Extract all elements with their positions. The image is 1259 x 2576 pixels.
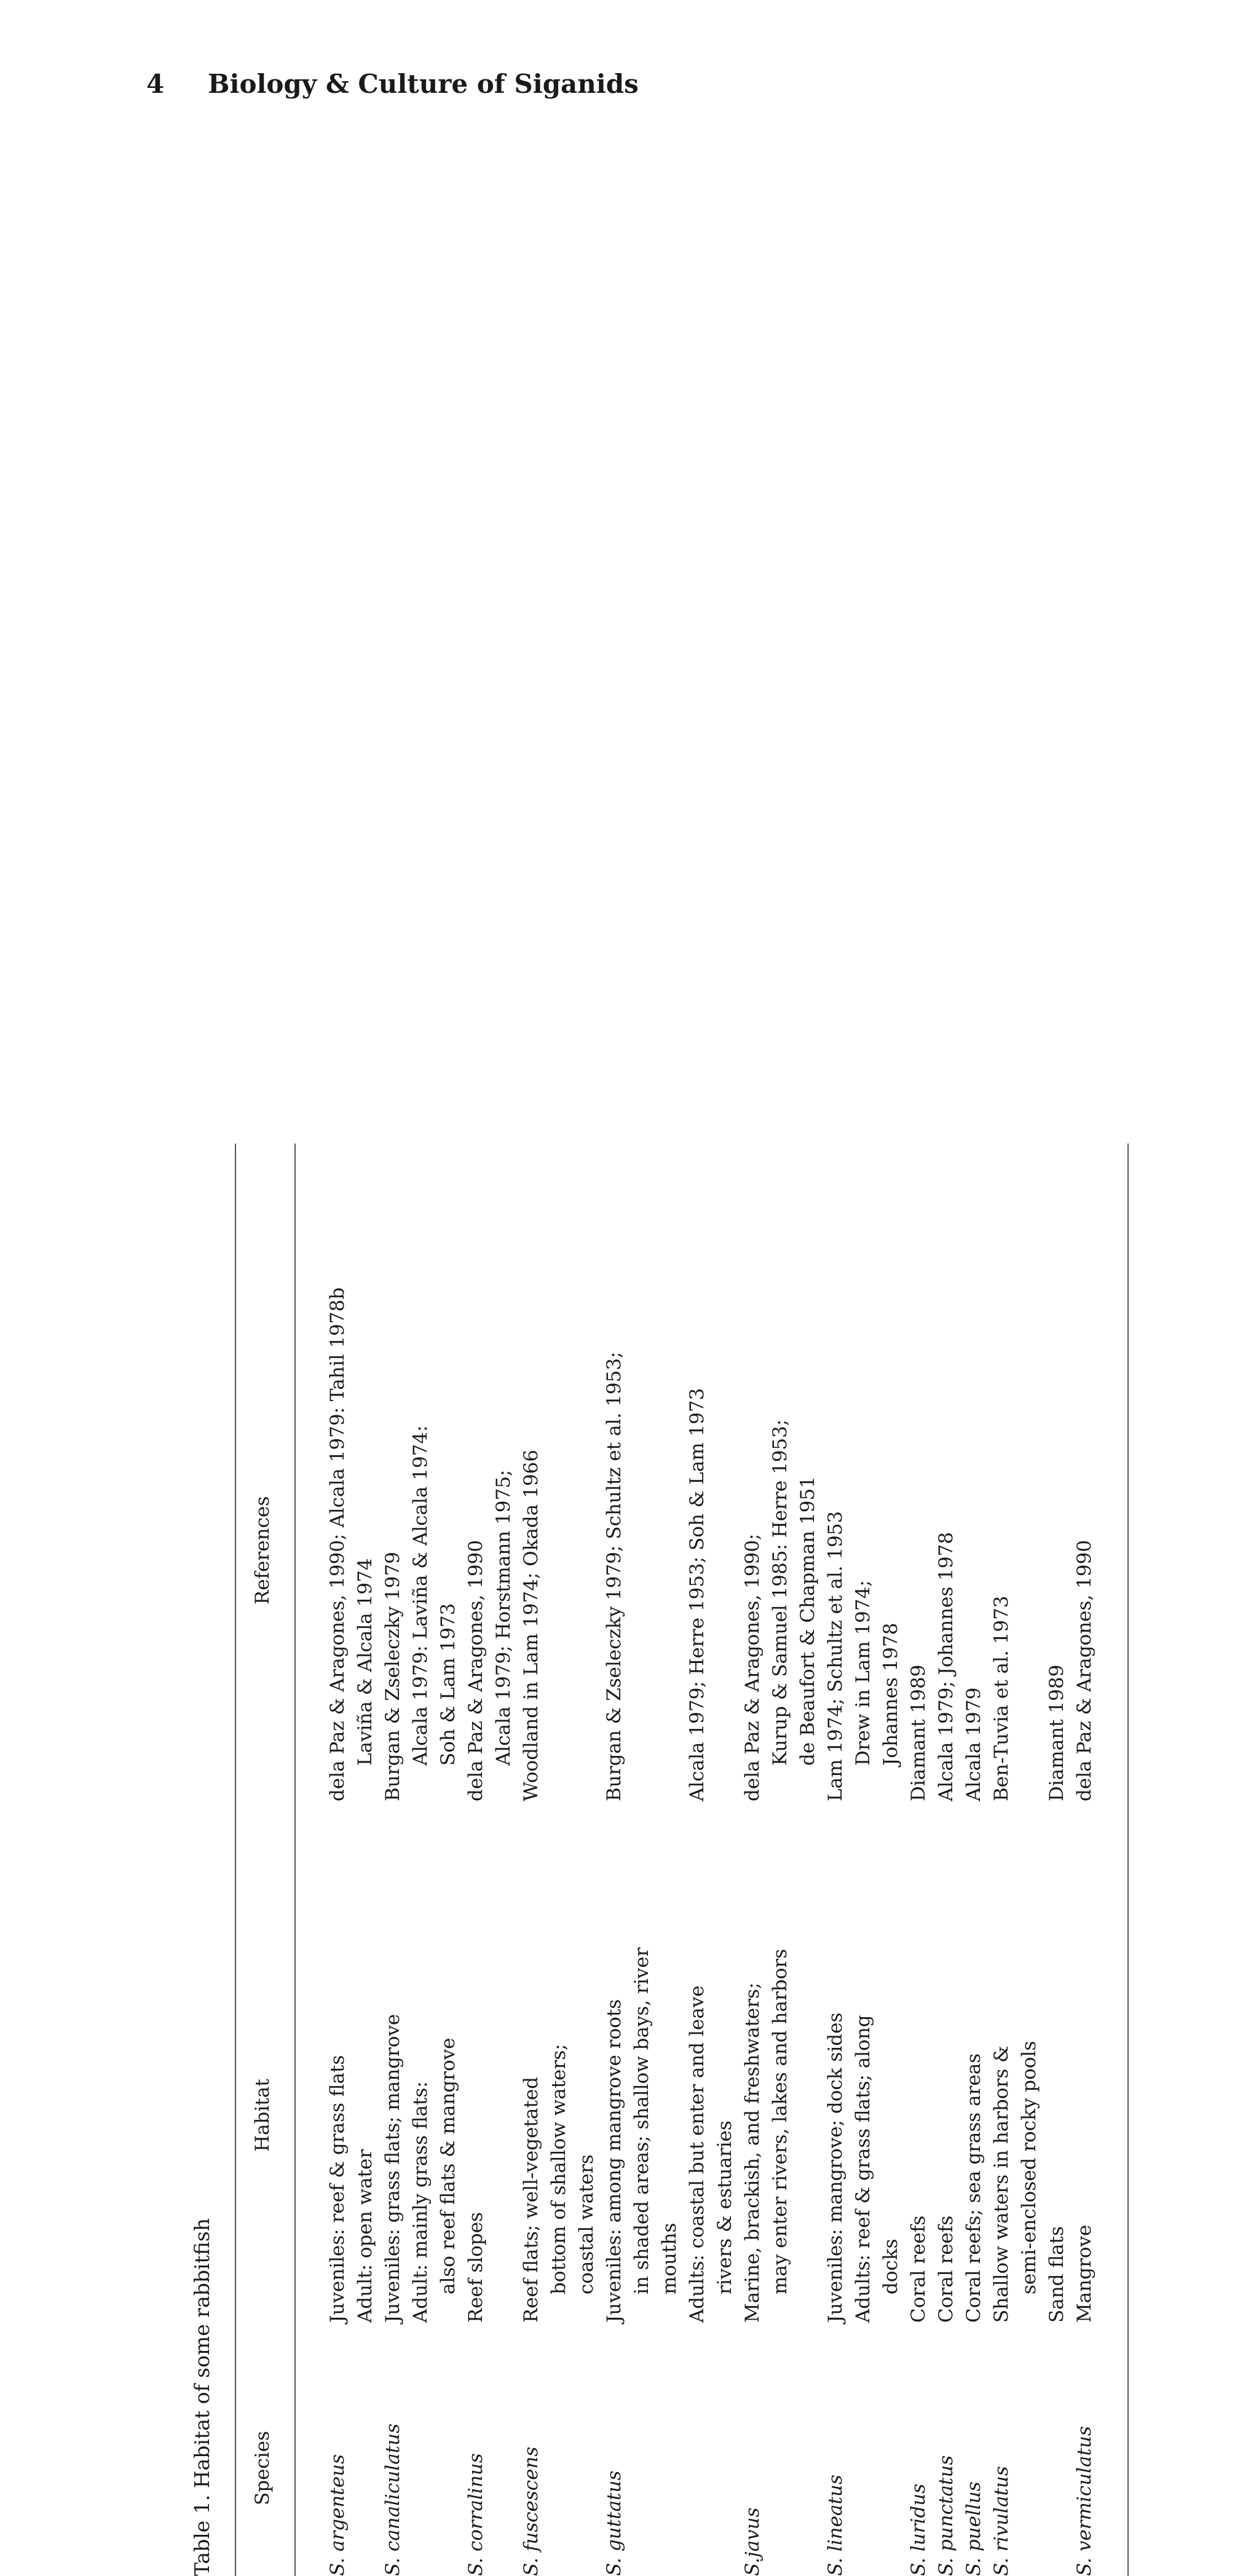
species-cell: S. canaliculatus xyxy=(382,2423,404,2576)
reference-line: Alcala 1979; Herre 1953; Soh & Lam 1973 xyxy=(686,1388,708,1801)
reference-line: Johannes 1978 xyxy=(880,1622,902,1766)
habitat-cell xyxy=(324,2055,379,2323)
rotated-table xyxy=(178,1144,1137,2576)
habitat-line: also reef flats & mangrove xyxy=(437,2037,459,2294)
habitat-line: Reef flats; well-vegetated xyxy=(520,2076,542,2323)
reference-line: Burgan & Zseleczky 1979; Schultz et al. 1953; xyxy=(603,1351,625,1801)
habitat-cell xyxy=(822,2013,905,2323)
references-cell xyxy=(988,1595,1071,1801)
reference-line: Drew in Lam 1974; xyxy=(852,1580,874,1766)
species-cell: S. punctatus xyxy=(935,2455,957,2576)
species-cell: S. argenteus xyxy=(326,2454,349,2576)
habitat-line: Mangrove xyxy=(1073,2224,1095,2323)
habitat-line: Coral reefs xyxy=(907,2215,929,2323)
column-header-habitat: Habitat xyxy=(251,2079,274,2152)
page-number: 4 xyxy=(146,69,165,99)
species-cell: S. corralinus xyxy=(465,2453,487,2576)
reference-line: dela Paz & Aragones, 1990 xyxy=(1073,1539,1095,1801)
habitat-cell xyxy=(1071,2225,1099,2323)
reference-line: Kurup & Samuel 1985: Herre 1953; xyxy=(769,1419,791,1766)
table-bottom-rule xyxy=(1127,1144,1129,2576)
reference-line: Soh & Lam 1973 xyxy=(437,1603,459,1766)
habitat-line: mouths xyxy=(658,2222,681,2294)
habitat-line: Shallow waters in harbors & xyxy=(990,2045,1012,2323)
references-cell xyxy=(518,1450,545,1801)
reference-line: dela Paz & Aragones, 1990; xyxy=(741,1533,764,1801)
species-cell: S. guttatus xyxy=(603,2470,625,2576)
running-title: Biology & Culture of Siganids xyxy=(208,69,639,99)
habitat-line: Adult: mainly grass flats: xyxy=(409,2081,432,2323)
habitat-cell xyxy=(379,2014,462,2323)
habitat-line: Juveniles: mangrove; dock sides xyxy=(824,2012,847,2323)
habitat-line: Juveniles: grass flats; mangrove xyxy=(382,2013,404,2323)
habitat-cell xyxy=(601,1948,739,2323)
reference-line: Ben-Tuvia et al. 1973 xyxy=(990,1595,1012,1801)
habitat-cell xyxy=(518,2044,601,2323)
habitat-cell xyxy=(739,1949,794,2323)
references-cell xyxy=(601,1352,711,1801)
table-top-rule xyxy=(235,1144,236,2576)
habitat-line: bottom of shallow waters; xyxy=(548,2044,570,2294)
references-cell xyxy=(822,1511,905,1801)
habitat-cell xyxy=(933,2216,960,2323)
reference-line: Woodland in Lam 1974; Okada 1966 xyxy=(520,1450,542,1801)
species-cell: S. fuscescens xyxy=(520,2446,542,2576)
habitat-cell xyxy=(960,2053,988,2323)
habitat-line: docks xyxy=(880,2238,902,2294)
table-header-rule xyxy=(294,1144,296,2576)
habitat-line: Coral reefs xyxy=(935,2215,957,2323)
reference-line xyxy=(656,1352,684,1801)
habitat-line: Marine, brackish, and freshwaters; xyxy=(741,1982,764,2323)
habitat-line: Juveniles: reef & grass flats xyxy=(326,2055,349,2323)
habitat-line: semi-enclosed rocky pools xyxy=(1018,2041,1040,2294)
column-header-references: References xyxy=(251,1496,274,1605)
species-cell: S. luridus xyxy=(907,2483,929,2576)
references-cell xyxy=(739,1420,822,1801)
species-cell: S. lineatus xyxy=(824,2475,847,2576)
references-cell xyxy=(1071,1540,1099,1801)
references-cell xyxy=(379,1425,462,1801)
habitat-line: Adult: open water xyxy=(354,2149,376,2323)
table-caption: Table 1. Habitat of some rabbitfish xyxy=(190,2218,214,2576)
species-cell: S. rivulatus xyxy=(990,2466,1012,2576)
reference-line: Alcala 1979; Horstmann 1975; xyxy=(492,1469,515,1766)
reference-line: de Beaufort & Chapman 1951 xyxy=(797,1476,819,1766)
reference-line: Alcala 1979 xyxy=(963,1687,985,1801)
habitat-cell xyxy=(905,2216,933,2323)
reference-line: Diamant 1989 xyxy=(1046,1664,1068,1801)
references-cell xyxy=(462,1470,518,1801)
habitat-line: Adults: coastal but enter and leave xyxy=(686,1985,708,2323)
habitat-line: Reef slopes xyxy=(465,2212,487,2323)
references-cell xyxy=(905,1665,933,1801)
reference-line: Burgan & Zseleczky 1979 xyxy=(382,1552,404,1801)
habitat-line: in shaded areas; shallow bays, river xyxy=(631,1947,653,2294)
references-cell xyxy=(933,1532,960,1801)
habitat-line: Coral reefs; sea grass areas xyxy=(963,2053,985,2323)
habitat-line: may enter rivers, lakes and harbors xyxy=(769,1949,791,2294)
reference-line: dela Paz & Aragones, 1990; Alcala 1979: Tahil 1978b xyxy=(326,1287,349,1801)
reference-line: dela Paz & Aragones, 1990 xyxy=(465,1539,487,1801)
reference-line xyxy=(1016,1595,1043,1801)
habitat-line: Sand flats xyxy=(1046,2226,1068,2323)
habitat-line: rivers & estuaries xyxy=(714,2120,736,2294)
references-cell xyxy=(324,1287,379,1801)
habitat-cell xyxy=(462,2212,490,2323)
species-cell: S.javus xyxy=(741,2507,764,2576)
references-cell xyxy=(960,1688,988,1801)
column-header-species: Species xyxy=(251,2431,274,2505)
habitat-line: Adults: reef & grass flats; along xyxy=(852,2015,874,2323)
habitat-line: coastal waters xyxy=(575,2154,598,2294)
reference-line: Alcala 1979: Laviña & Alcala 1974: xyxy=(409,1425,432,1766)
page-header xyxy=(146,69,639,99)
reference-line xyxy=(628,1352,656,1801)
habitat-line: Juveniles: among mangrove roots xyxy=(603,1999,625,2323)
reference-line: Diamant 1989 xyxy=(907,1664,929,1801)
reference-line: Lam 1974; Schultz et al. 1953 xyxy=(824,1511,847,1801)
species-cell: S. puellus xyxy=(963,2481,985,2576)
habitat-cell xyxy=(988,2041,1071,2323)
species-cell: S. vermiculatus xyxy=(1073,2426,1095,2576)
reference-line: Laviña & Alcala 1974 xyxy=(354,1558,376,1766)
reference-line: Alcala 1979; Johannes 1978 xyxy=(935,1531,957,1801)
